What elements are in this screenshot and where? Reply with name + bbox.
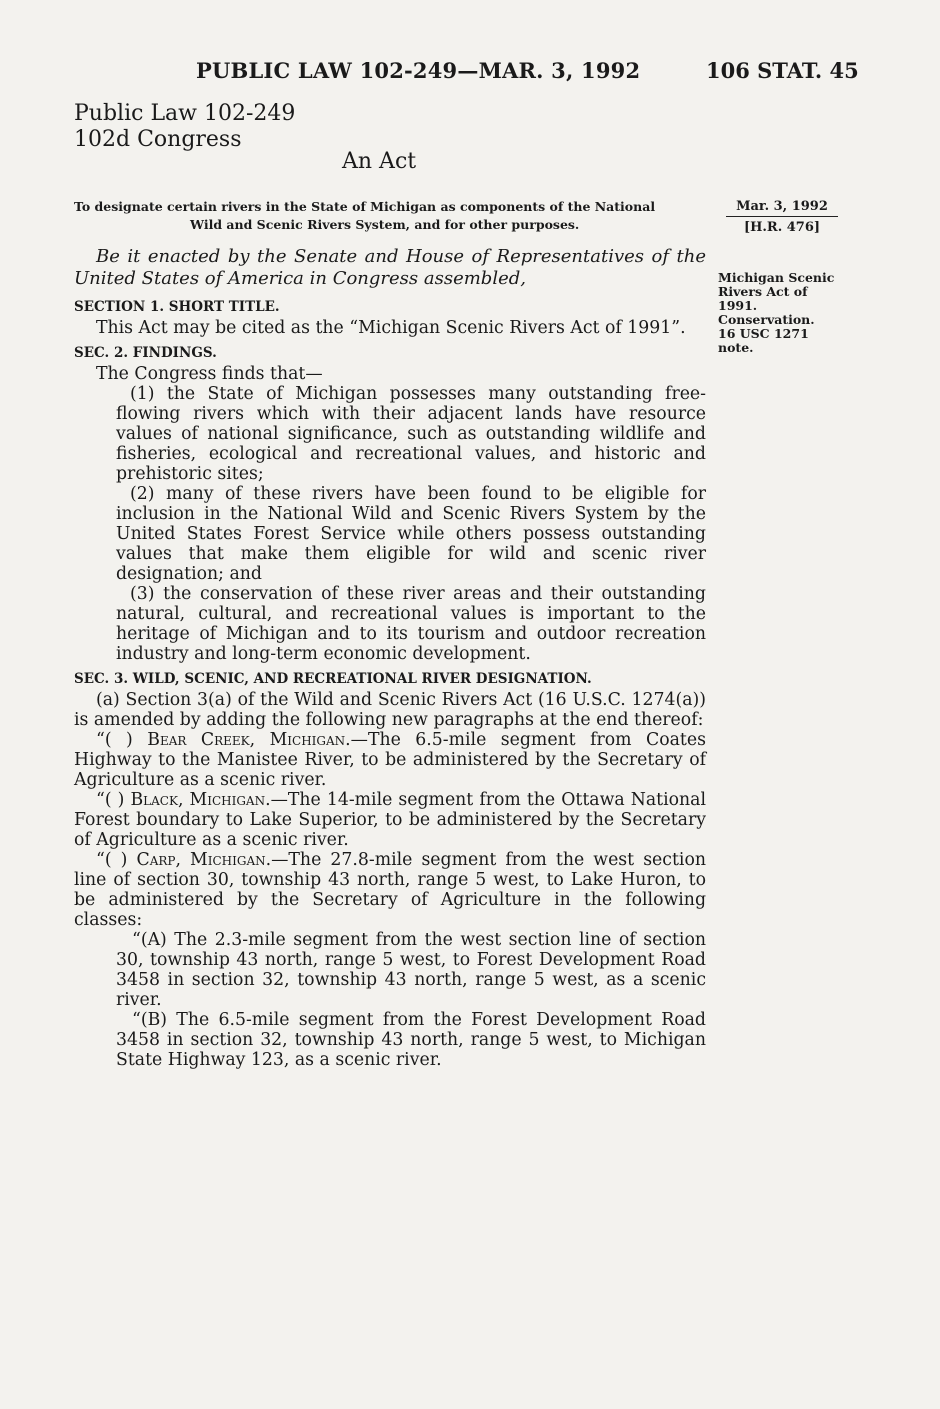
river-entry-carp	[74, 850, 706, 930]
law-number: Public Law 102-249	[74, 101, 296, 126]
section-2-heading: SEC. 2. FINDINGS.	[74, 345, 217, 361]
section-2-intro: The Congress finds that—	[96, 364, 323, 384]
finding-item: (3) the conservation of these river areas and their outstanding natural, cultural, and recreational values is important to the heritage of Michigan and to its tourism and outdoor recreation industry and long-term economic development.	[116, 584, 706, 664]
margin-bill-number: [H.R. 476]	[743, 220, 821, 235]
running-header-title: PUBLIC LAW 102-249—MAR. 3, 1992	[196, 58, 641, 83]
section-1-heading: SECTION 1. SHORT TITLE.	[74, 299, 280, 315]
enacting-clause: Be it enacted by the Senate and House of Representatives of the United States of America in Congress assembled,	[74, 246, 706, 289]
river-name: Carp, Michigan.	[136, 850, 272, 870]
river-text: —The 6.5-mile segment from Coates Highway to the Manistee River, to be administered by the Secretary of Agriculture as a scenic river.	[74, 730, 706, 790]
margin-note: Michigan Scenic	[718, 270, 835, 285]
river-name: Black, Michigan.	[130, 790, 271, 810]
running-header-page: 106 STAT. 45	[706, 58, 859, 83]
river-entry-bear-creek	[74, 730, 706, 790]
section-1-text: This Act may be cited as the “Michigan Scenic Rivers Act of 1991”.	[96, 318, 686, 338]
margin-note: Rivers Act of	[718, 284, 808, 299]
margin-note: note.	[718, 340, 754, 355]
section-3-heading: SEC. 3. WILD, SCENIC, AND RECREATIONAL RIVER DESIGNATION.	[74, 671, 592, 687]
river-text: —The 14-mile segment from the Ottawa National Forest boundary to Lake Superior, to be administered by the Secretary of Agriculture as a scenic river.	[74, 790, 706, 850]
entry-prefix: “( )	[96, 730, 148, 750]
margin-notes	[718, 271, 838, 355]
entry-prefix: “( )	[96, 790, 131, 810]
carp-subsegment: “(A) The 2.3-mile segment from the west section line of section 30, township 43 north, range 5 west, to Forest Development Road 3458 in section 32, township 43 north, range 5 west, as a scenic river.	[116, 930, 706, 1010]
finding-item: (2) many of these rivers have been found to be eligible for inclusion in the National Wild and Scenic Rivers System by the United States Forest Service while others possess outstanding values that make them eligible for wild and scenic river designation; and	[116, 484, 706, 584]
purpose-line-1: To designate certain rivers in the State of Michigan as components of the National	[74, 199, 656, 214]
margin-note: Conservation.	[718, 312, 815, 327]
river-name: Bear Creek, Michigan.	[147, 730, 351, 750]
margin-note: 1991.	[718, 298, 758, 313]
law-heading	[74, 101, 295, 153]
act-label: An Act	[342, 149, 417, 174]
margin-date: Mar. 3, 1992	[726, 199, 838, 217]
carp-subsegment: “(B) The 6.5-mile segment from the Forest Development Road 3458 in section 32, township 43 north, range 5 west, to Michigan State Highway 123, as a scenic river.	[116, 1010, 706, 1070]
purpose-statement	[74, 198, 714, 234]
purpose-line-2: Wild and Scenic Rivers System, and for other purposes.	[190, 217, 580, 232]
section-3-intro: (a) Section 3(a) of the Wild and Scenic Rivers Act (16 U.S.C. 1274(a)) is amended by adding the following new paragraphs at the end thereof:	[74, 690, 706, 730]
river-text: —The 27.8-mile segment from the west section line of section 30, township 43 north, range 5 west, to Lake Huron, to be administered by the Secretary of Agriculture in the following classes:	[74, 850, 706, 930]
entry-prefix: “( )	[96, 850, 137, 870]
finding-item: (1) the State of Michigan possesses many outstanding free-flowing rivers which with their adjacent lands have resource values of national significance, such as outstanding wildlife and fisheries, ecological and recreational values, and historic and prehistoric sites;	[116, 384, 706, 484]
law-body	[74, 246, 706, 1070]
river-entry-black	[74, 790, 706, 850]
congress-label: 102d Congress	[74, 127, 242, 152]
margin-note: 16 USC 1271	[718, 326, 809, 341]
